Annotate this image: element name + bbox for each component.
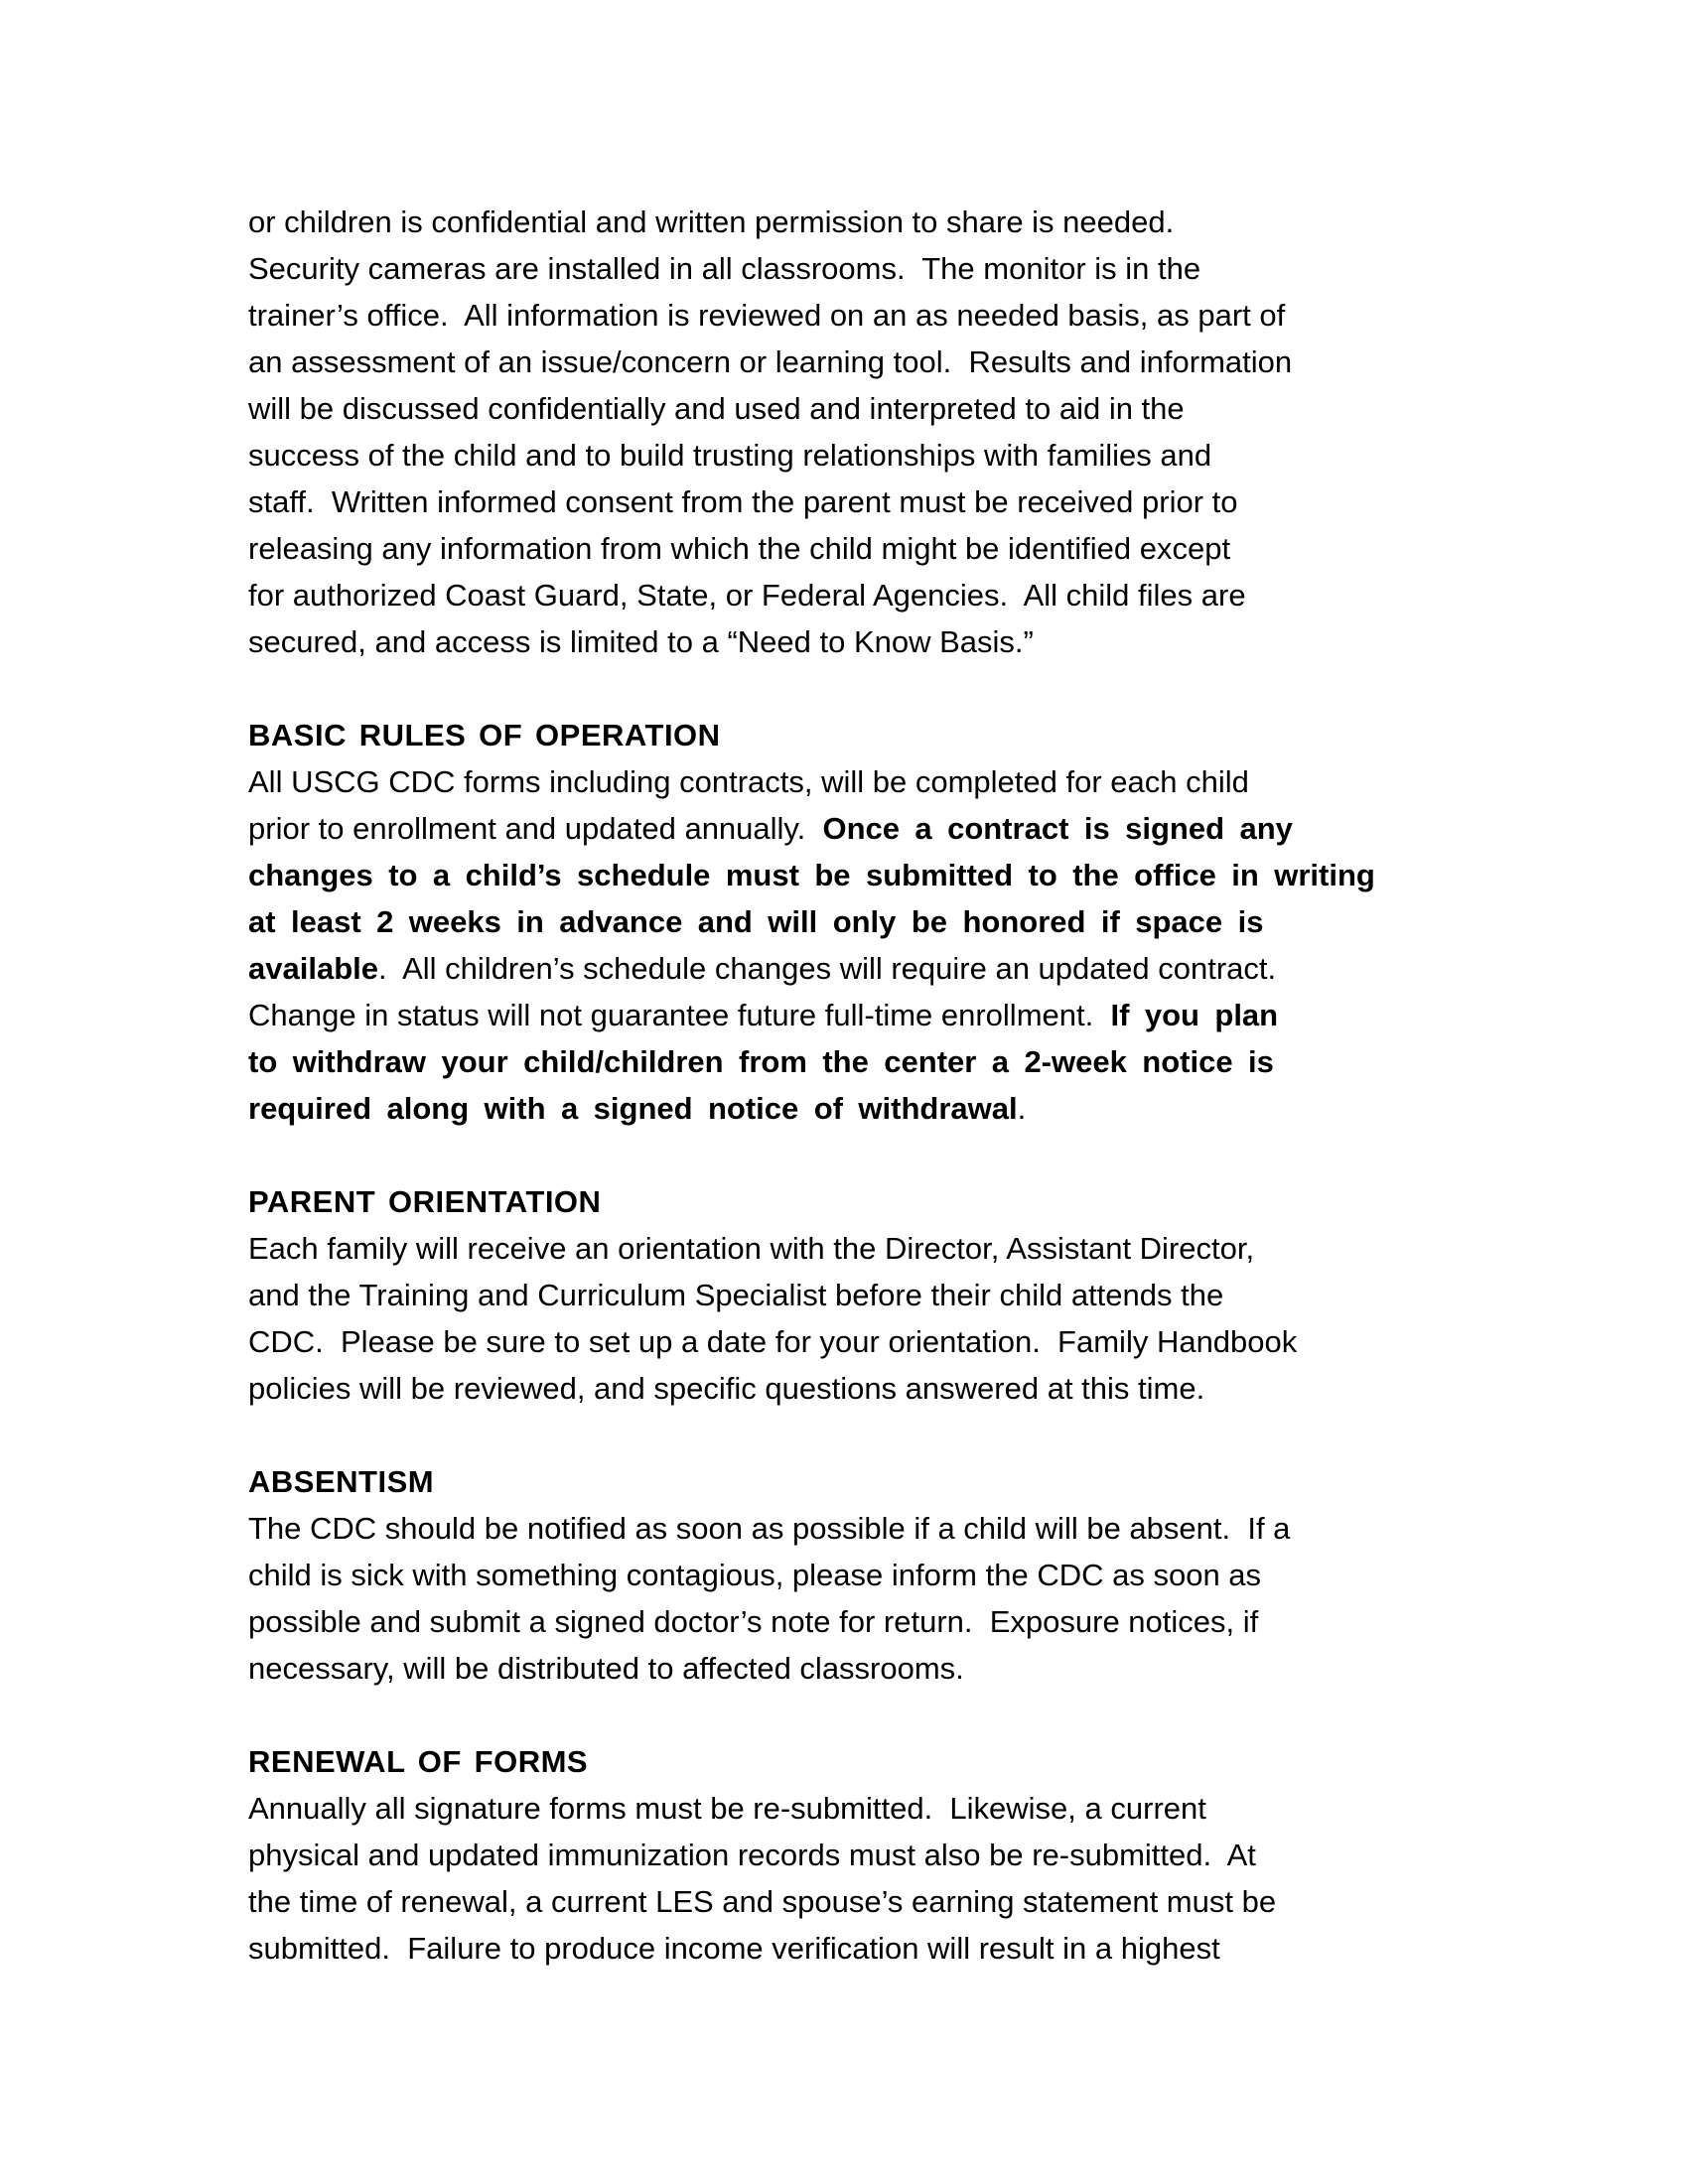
text-line xyxy=(248,805,1470,852)
text-line xyxy=(248,1038,1470,1085)
text-run: Annually all signature forms must be re-submitted. Likewise, a current xyxy=(248,1791,1206,1826)
text-run: prior to enrollment and updated annually. xyxy=(248,811,823,846)
text-line xyxy=(248,992,1470,1038)
text-line xyxy=(248,898,1470,945)
text-line xyxy=(248,1878,1470,1925)
section-heading: ABSENTISM xyxy=(248,1464,435,1499)
bold-text-run: available xyxy=(248,951,378,986)
text-line xyxy=(248,1225,1470,1272)
text-run: child is sick with something contagious, please inform the CDC as soon as xyxy=(248,1558,1262,1592)
section xyxy=(248,1178,1470,1412)
text-line xyxy=(248,525,1470,572)
text-line xyxy=(248,478,1470,525)
text-run: and the Training and Curriculum Specialist before their child attends the xyxy=(248,1278,1224,1312)
text-run: CDC. Please be sure to set up a date for your orientation. Family Handbook xyxy=(248,1324,1298,1359)
text-run: All USCG CDC forms including contracts, will be completed for each child xyxy=(248,764,1249,799)
section xyxy=(248,1738,1470,1972)
text-run: submitted. Failure to produce income verification will result in a highest xyxy=(248,1931,1220,1966)
bold-text-run: changes to a child’s schedule must be submitted to the office in writing xyxy=(248,858,1375,892)
text-line xyxy=(248,1925,1470,1972)
text-run: . xyxy=(1017,1091,1027,1126)
text-line xyxy=(248,292,1470,339)
text-run: physical and updated immunization records must also be re-submitted. At xyxy=(248,1838,1256,1872)
bold-text-run: required along with a signed notice of withdrawal xyxy=(248,1091,1018,1126)
text-run: the time of renewal, a current LES and spouse’s earning statement must be xyxy=(248,1884,1277,1919)
text-line xyxy=(248,1505,1470,1552)
bold-text-run: If you plan xyxy=(1110,998,1279,1032)
section xyxy=(248,1458,1470,1692)
bold-text-run: to withdraw your child/children from the center a 2-week notice is xyxy=(248,1044,1274,1079)
text-line xyxy=(248,1085,1470,1132)
text-run: trainer’s office. All information is reviewed on an as needed basis, as part of xyxy=(248,298,1286,333)
text-line xyxy=(248,245,1470,292)
text-run: or children is confidential and written permission to share is needed. xyxy=(248,205,1175,239)
text-run: will be discussed confidentially and used and interpreted to aid in the xyxy=(248,391,1185,426)
text-line xyxy=(248,432,1470,478)
text-run: . All children’s schedule changes will require an updated contract. xyxy=(377,951,1277,986)
section xyxy=(248,199,1470,665)
text-line xyxy=(248,199,1470,245)
text-line xyxy=(248,852,1470,898)
text-line xyxy=(248,618,1470,665)
text-run: Security cameras are installed in all classrooms. The monitor is in the xyxy=(248,251,1201,286)
text-line xyxy=(248,1552,1470,1598)
bold-text-run: at least 2 weeks in advance and will only be honored if space is xyxy=(248,904,1264,939)
text-line xyxy=(248,758,1470,805)
text-line xyxy=(248,339,1470,385)
section-heading: RENEWAL OF FORMS xyxy=(248,1744,589,1779)
text-run: possible and submit a signed doctor’s note for return. Exposure notices, if xyxy=(248,1604,1259,1639)
text-run: secured, and access is limited to a “Need to Know Basis.” xyxy=(248,624,1034,659)
text-line xyxy=(248,945,1470,992)
text-line xyxy=(248,1645,1470,1692)
section xyxy=(248,712,1470,1132)
text-line xyxy=(248,1598,1470,1645)
section-heading: PARENT ORIENTATION xyxy=(248,1184,602,1219)
text-line xyxy=(248,572,1470,618)
text-run: success of the child and to build trusting relationships with families and xyxy=(248,438,1212,473)
text-run: an assessment of an issue/concern or learning tool. Results and information xyxy=(248,344,1293,379)
text-run: releasing any information from which the child might be identified except xyxy=(248,531,1231,566)
text-run: necessary, will be distributed to affected classrooms. xyxy=(248,1651,964,1686)
section-heading: BASIC RULES OF OPERATION xyxy=(248,718,721,752)
text-line xyxy=(248,1318,1470,1365)
text-line xyxy=(248,385,1470,432)
text-run: policies will be reviewed, and specific questions answered at this time. xyxy=(248,1371,1205,1406)
text-run: Change in status will not guarantee future full-time enrollment. xyxy=(248,998,1111,1032)
text-line xyxy=(248,1365,1470,1412)
bold-text-run: Once a contract is signed any xyxy=(822,811,1293,846)
text-line xyxy=(248,1832,1470,1878)
document-content xyxy=(248,199,1470,1972)
text-line xyxy=(248,1785,1470,1832)
text-run: for authorized Coast Guard, State, or Federal Agencies. All child files are xyxy=(248,578,1246,613)
text-run: Each family will receive an orientation with the Director, Assistant Director, xyxy=(248,1231,1255,1266)
text-run: staff. Written informed consent from the parent must be received prior to xyxy=(248,484,1238,519)
text-line xyxy=(248,1272,1470,1318)
text-run: The CDC should be notified as soon as possible if a child will be absent. If a xyxy=(248,1511,1291,1546)
